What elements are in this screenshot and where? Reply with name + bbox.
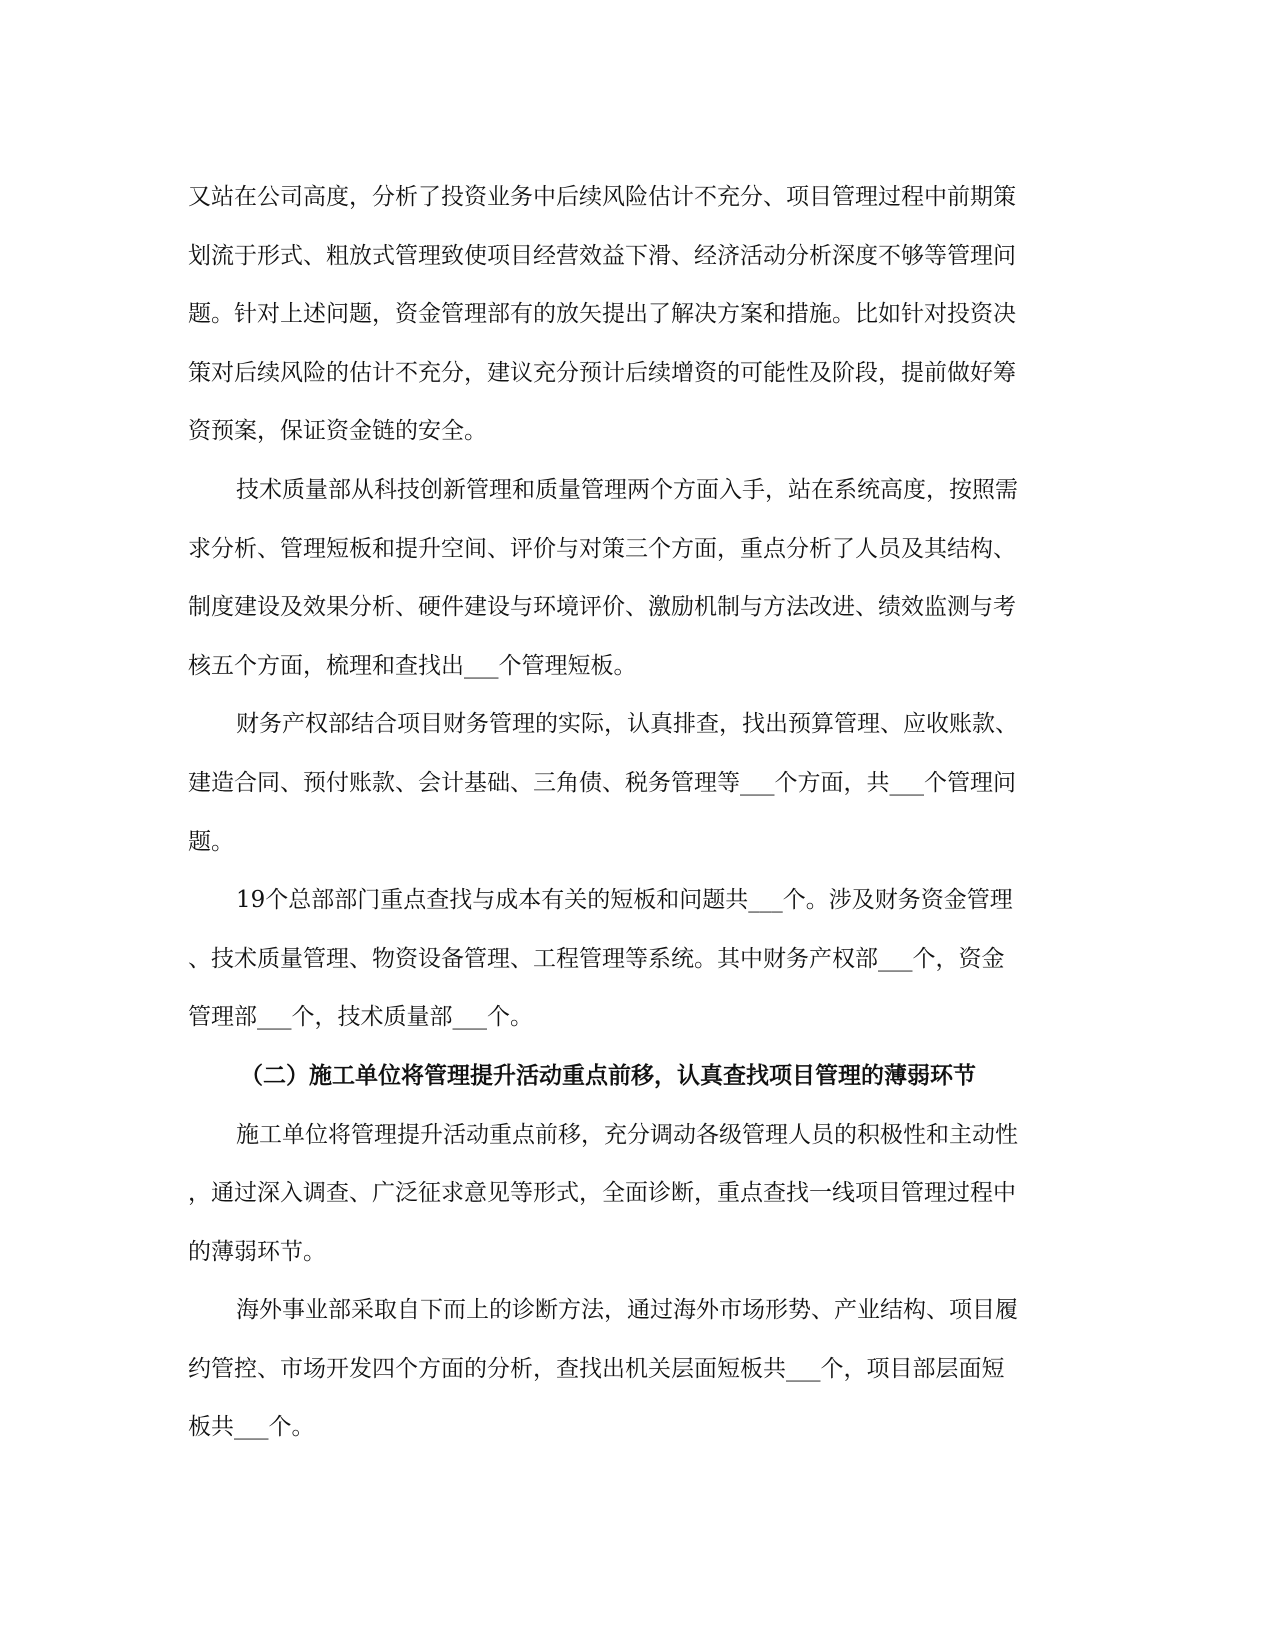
text-line: 19个总部部门重点查找与成本有关的短板和问题共___个。涉及财务资金管理	[236, 887, 1013, 914]
text-line: 题。	[188, 828, 234, 855]
text-line: 的薄弱环节。	[188, 1238, 326, 1265]
text-line: 资预案，保证资金链的安全。	[188, 418, 487, 445]
text-line: 板共___个。	[188, 1414, 315, 1441]
text-line: 核五个方面，梳理和查找出___个管理短板。	[188, 652, 637, 679]
text-line: 施工单位将管理提升活动重点前移，充分调动各级管理人员的积极性和主动性	[236, 1121, 1018, 1148]
text-line: 、技术质量管理、物资设备管理、工程管理等系统。其中财务产权部___个，资金	[188, 945, 1005, 972]
text-line: 管理部___个，技术质量部___个。	[188, 1004, 533, 1031]
text-line: ，通过深入调查、广泛征求意见等形式，全面诊断，重点查找一线项目管理过程中	[188, 1180, 1016, 1207]
section-heading: （二）施工单位将管理提升活动重点前移，认真查找项目管理的薄弱环节	[240, 1061, 976, 1089]
document-body	[188, 168, 1086, 1457]
text-line: 求分析、管理短板和提升空间、评价与对策三个方面，重点分析了人员及其结构、	[188, 535, 1016, 562]
text-line: 财务产权部结合项目财务管理的实际，认真排查，找出预算管理、应收账款、	[236, 711, 1018, 738]
text-line: 海外事业部采取自下而上的诊断方法，通过海外市场形势、产业结构、项目履	[236, 1297, 1018, 1324]
text-line: 划流于形式、粗放式管理致使项目经营效益下滑、经济活动分析深度不够等管理问	[188, 242, 1016, 269]
text-line: 制度建设及效果分析、硬件建设与环境评价、激励机制与方法改进、绩效监测与考	[188, 594, 1016, 621]
text-line: 建造合同、预付账款、会计基础、三角债、税务管理等___个方面，共___个管理问	[188, 769, 1016, 796]
text-line: 技术质量部从科技创新管理和质量管理两个方面入手，站在系统高度，按照需	[236, 476, 1018, 503]
text-line: 约管控、市场开发四个方面的分析，查找出机关层面短板共___个，项目部层面短	[188, 1355, 1005, 1382]
text-line: 又站在公司高度，分析了投资业务中后续风险估计不充分、项目管理过程中前期策	[188, 184, 1016, 210]
text-line: 策对后续风险的估计不充分，建议充分预计后续增资的可能性及阶段，提前做好筹	[188, 359, 1016, 386]
text-line: 题。针对上述问题，资金管理部有的放矢提出了解决方案和措施。比如针对投资决	[188, 301, 1016, 328]
